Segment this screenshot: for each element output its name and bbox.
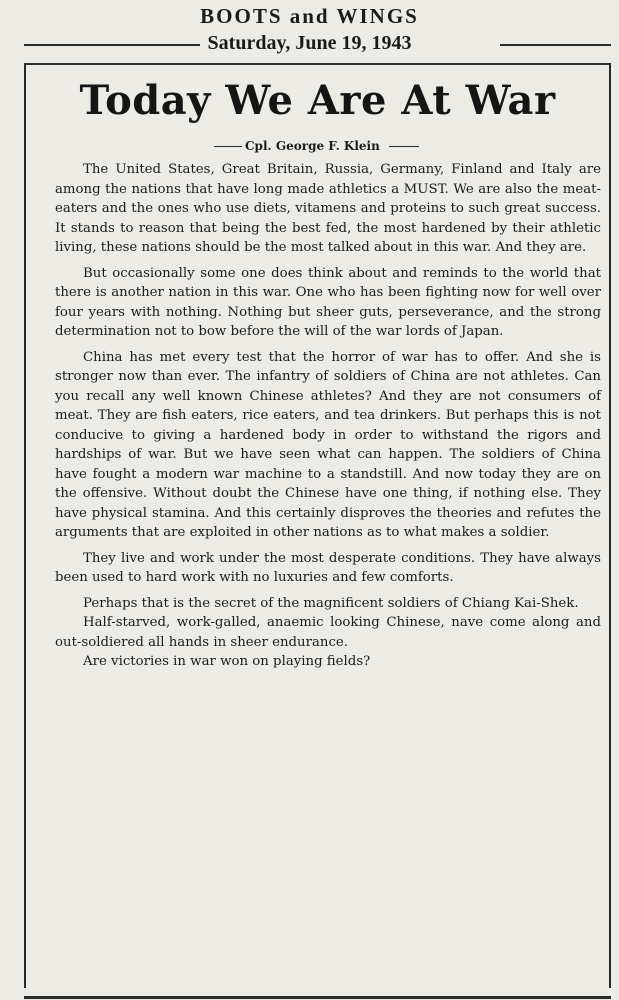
paragraph: Are victories in war won on playing fields?	[83, 654, 371, 669]
dateline	[0, 31, 619, 55]
bottom-rule	[24, 996, 611, 999]
paragraph: Perhaps that is the secret of the magnificent soldiers of Chiang Kai-Shek.	[83, 595, 579, 611]
masthead: BOOTS and WINGS	[200, 4, 419, 28]
paragraph: Half-starved, work-galled, anaemic looking Chinese, nave come along and out-soldiered all hands in sheer endurance.	[55, 615, 601, 650]
date-text: Saturday, June 19, 1943	[200, 32, 420, 54]
paragraph: They live and work under the most desperate conditions. They have always been used to hard work with no luxuries and few comforts.	[55, 550, 601, 585]
paragraph: But occasionally some one does think about and reminds to the world that there is another nation in this war. One who has been fighting now for well over four years with nothing. Nothing but sheer guts, perseverance, and the strong determination not to bow before the will of the war lords of Japan.	[55, 265, 601, 339]
byline: Cpl. George F. Klein	[242, 136, 383, 156]
byline-row	[24, 135, 611, 155]
headline: Today We Are At War	[79, 77, 556, 124]
paragraph: China has met every test that the horror of war has to offer. And she is stronger now than ever. The infantry of soldiers of China are not athletes. Can you recall any well known Chinese athletes? And they are not consumers of meat. They are fish eaters, rice eaters, and tea drinkers. But perhaps this is not conducive to giving a hardened body in order to withstand the rigors and hardships of war. But we have seen what can happen. The soldiers of China have fought a modern war machine to a standstill. And now today they are on the offensive. Without doubt the Chinese have one thing, if nothing else. They have physical stamina. And this certainly disproves the theories and refutes the arguments that are exploited in other nations as to what makes a soldier.	[55, 349, 601, 540]
byline-rule-left	[214, 146, 244, 147]
paragraph: The United States, Great Britain, Russia, Germany, Finland and Italy are among the nations that have long made athletics a MUST. We are also the meat-eaters and the ones who use diets, vitamens and proteins to such great success. It stands to reason that being the best fed, the most hardened by their athletic living, these nations should be the most talked about in this war. And they are.	[55, 162, 601, 255]
article-body	[55, 160, 601, 672]
byline-rule-right	[389, 146, 419, 147]
